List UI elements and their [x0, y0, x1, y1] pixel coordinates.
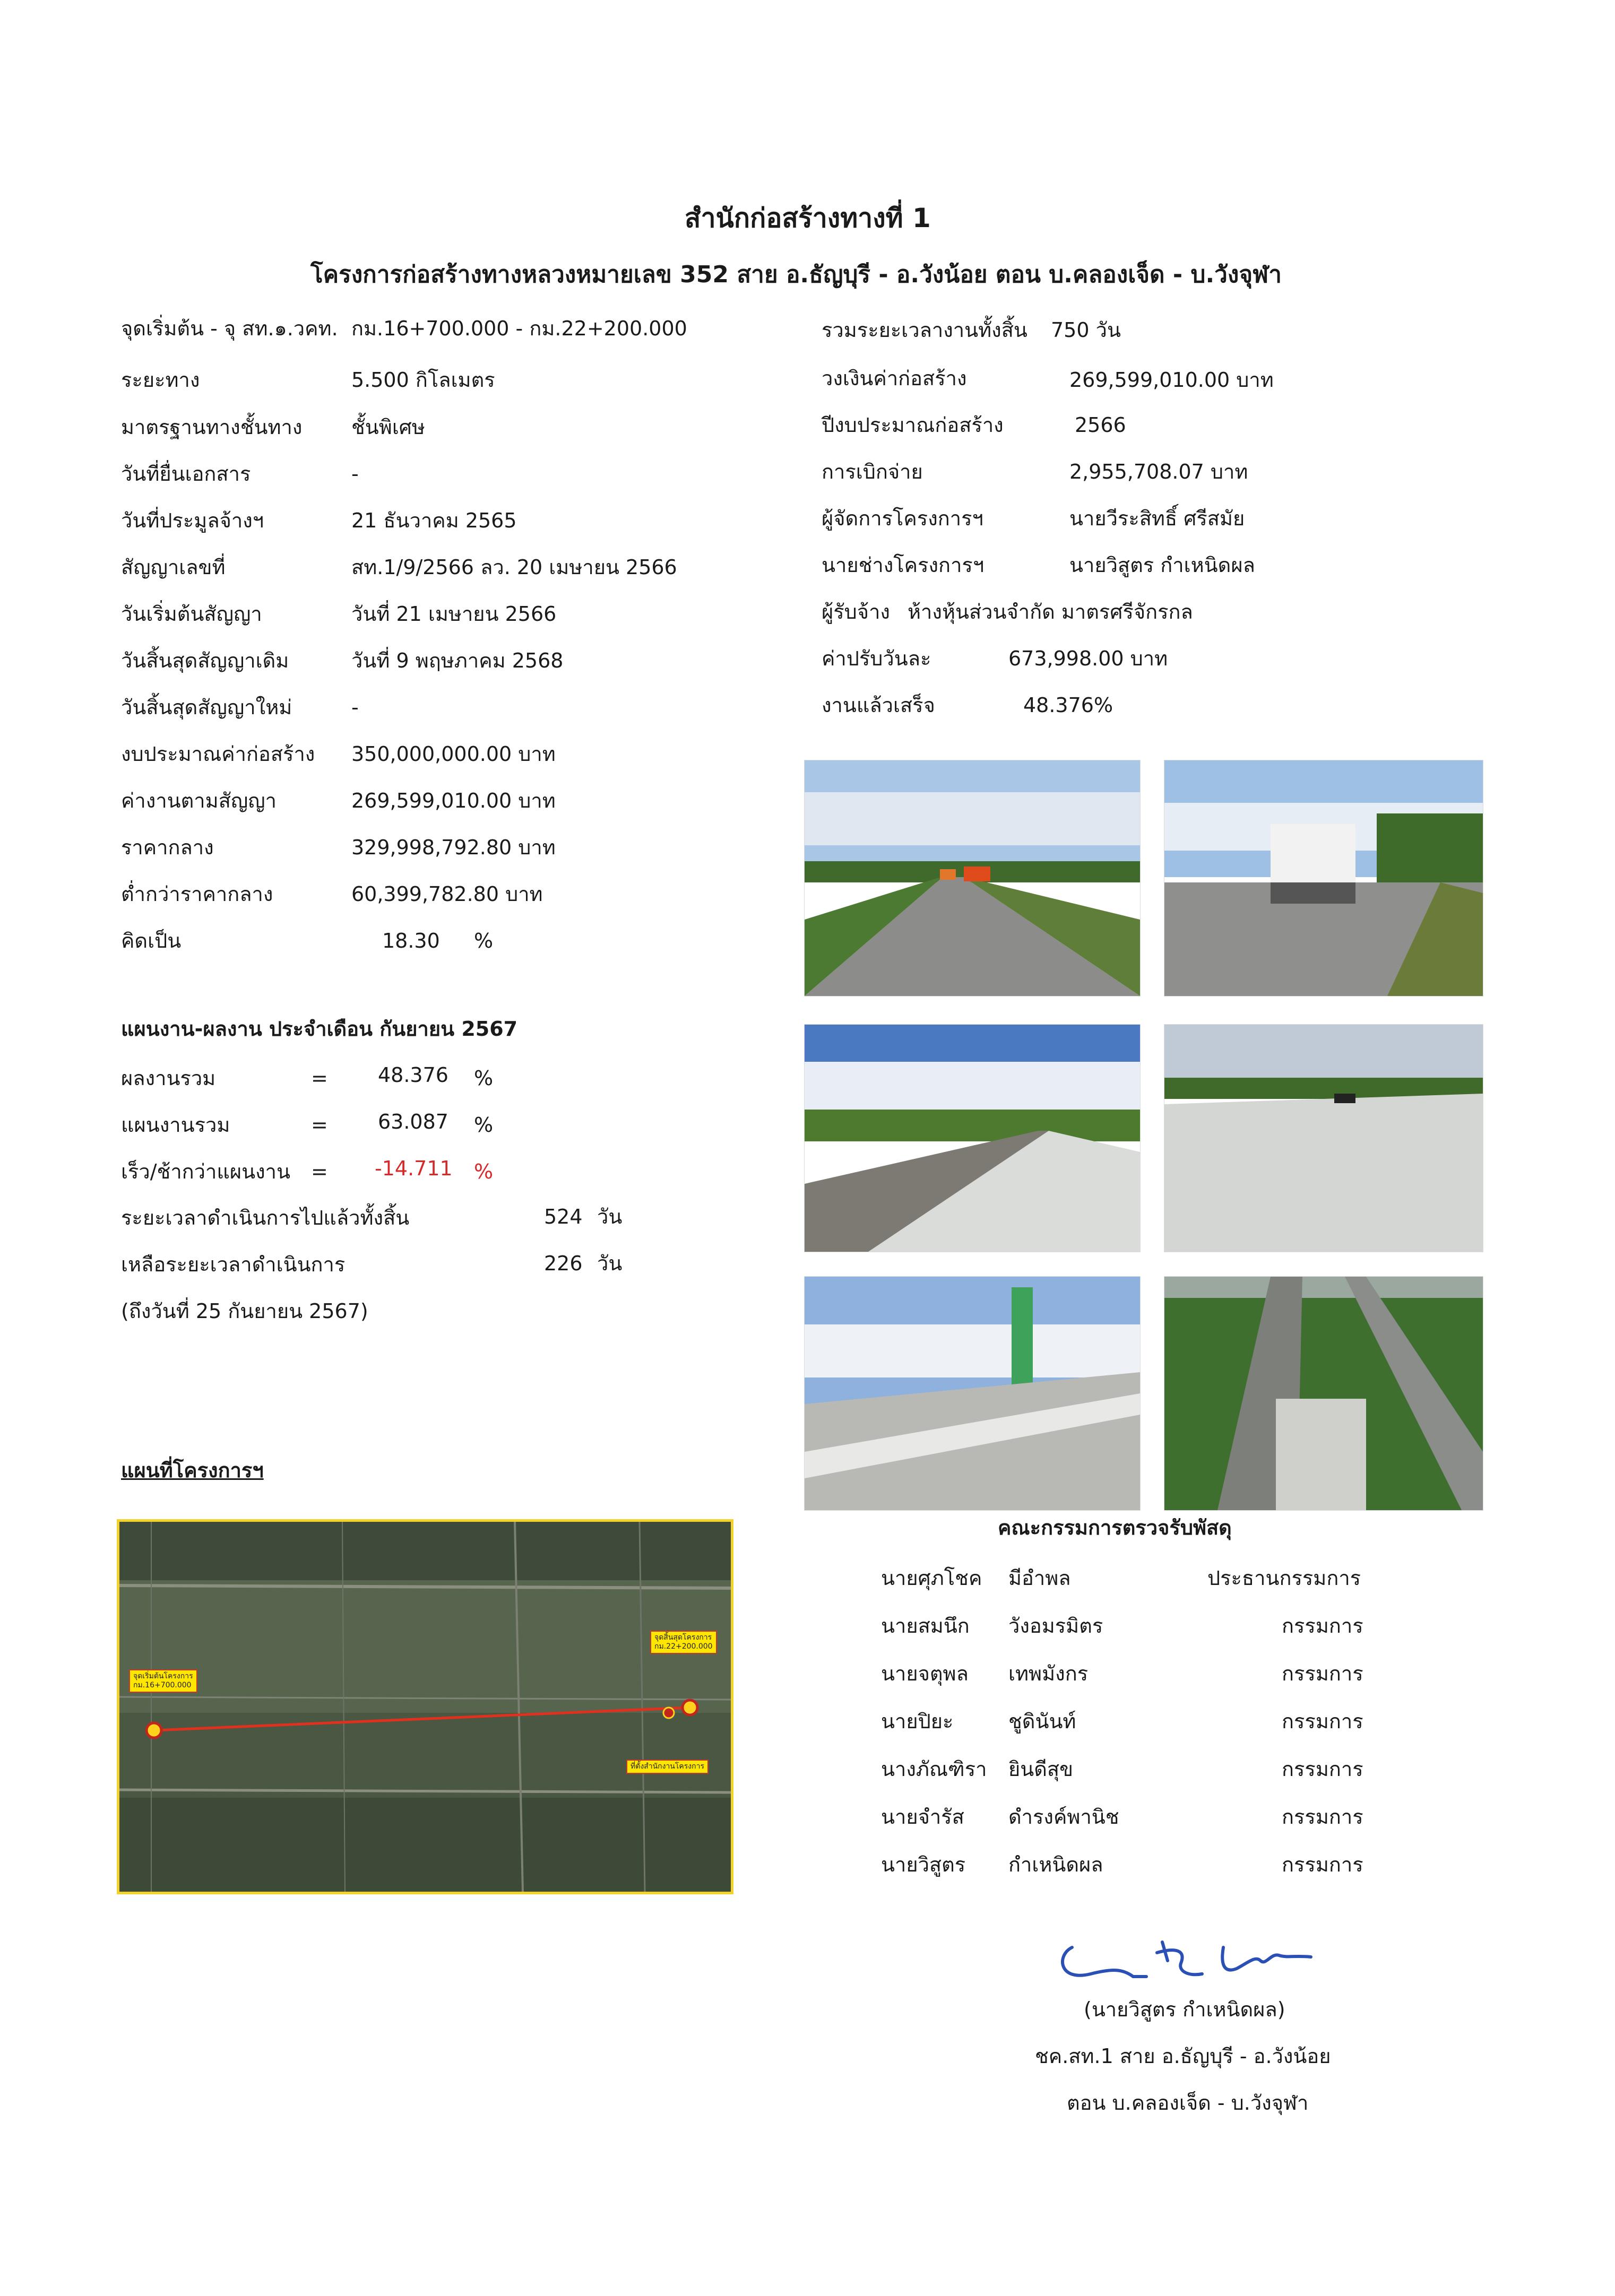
- signature-mark: [1053, 1931, 1329, 1990]
- signer-position-1: ชค.สท.1 สาย อ.ธัญบุรี - อ.วังน้อย: [1035, 2044, 1331, 2068]
- progress-label: แผนงานรวม: [121, 1113, 230, 1137]
- info-label: วันสิ้นสุดสัญญาใหม่: [121, 696, 292, 719]
- remaining-label: เหลือระยะเวลาดำเนินการ: [121, 1253, 346, 1276]
- member-role: กรรมการ: [1282, 1614, 1363, 1637]
- info-value: 269,599,010.00 บาท: [1069, 368, 1274, 392]
- info-value: 269,599,010.00 บาท: [351, 789, 556, 812]
- info-label: ปีงบประมาณก่อสร้าง: [822, 413, 1004, 437]
- member-role: กรรมการ: [1282, 1757, 1363, 1781]
- info-label: รวมระยะเวลางานทั้งสิ้น: [822, 318, 1027, 342]
- info-value: ห้างหุ้นส่วนจำกัด มาตรศรีจักรกล: [908, 600, 1193, 623]
- info-label: ต่ำกว่าราคากลาง: [121, 882, 273, 906]
- info-label: ผู้จัดการโครงการฯ: [822, 507, 983, 530]
- map-start-label: [129, 1669, 197, 1693]
- committee-title: คณะกรรมการตรวจรับพัสดุ: [998, 1516, 1232, 1539]
- signer-position-2: ตอน บ.คลองเจ็ด - บ.วังจุฬา: [1067, 2091, 1309, 2115]
- progress-eq: =: [311, 1113, 328, 1137]
- info-value: 750 วัน: [1051, 318, 1121, 342]
- info-label: งบประมาณค่าก่อสร้าง: [121, 742, 315, 766]
- map-office-label: ที่ตั้งสำนักงานโครงการ: [626, 1760, 709, 1774]
- photo-bridge-girders: [804, 1276, 1141, 1511]
- info-label: คิดเป็น: [121, 929, 182, 952]
- office-title: สำนักก่อสร้างทางที่ 1: [685, 203, 931, 233]
- map-start-label-text: จุดเริ่มต้นโครงการ: [133, 1672, 193, 1680]
- remaining-unit: วัน: [597, 1252, 623, 1275]
- info-label: ระยะทาง: [121, 368, 200, 392]
- member-role: กรรมการ: [1282, 1662, 1363, 1685]
- info-unit: %: [474, 929, 494, 952]
- member-first-name: นายจำรัส: [881, 1805, 964, 1829]
- map-end-label-text: จุดสิ้นสุดโครงการ: [654, 1633, 712, 1642]
- info-value: 350,000,000.00 บาท: [351, 742, 556, 766]
- info-label: จุดเริ่มต้น - จุ สท.๑.วคท.: [121, 317, 338, 340]
- member-last-name: มีอำพล: [1008, 1566, 1071, 1590]
- info-value: 21 ธันวาคม 2565: [351, 509, 517, 532]
- progress-value: 63.087: [378, 1110, 448, 1133]
- map-start-km: กม.16+700.000: [133, 1680, 192, 1689]
- member-last-name: เทพมังกร: [1008, 1662, 1089, 1685]
- info-value: ชั้นพิเศษ: [351, 415, 425, 439]
- info-value: นายวีระสิทธิ์ ศรีสมัย: [1069, 507, 1245, 530]
- member-first-name: นางภัณฑิรา: [881, 1757, 987, 1781]
- info-value: 5.500 กิโลเมตร: [351, 368, 495, 392]
- signer-name: (นายวิสูตร กำเหนิดผล): [1084, 1998, 1285, 2021]
- photo-road-paving: [804, 760, 1141, 997]
- elapsed-label: ระยะเวลาดำเนินการไปแล้วทั้งสิ้น: [121, 1206, 410, 1229]
- map-title: แผนที่โครงการฯ: [121, 1459, 264, 1482]
- remaining-value: 226: [544, 1252, 583, 1275]
- member-last-name: วังอมรมิตร: [1008, 1614, 1103, 1637]
- photo-concrete-pour: [804, 1024, 1141, 1252]
- map-end-km: กม.22+200.000: [654, 1642, 713, 1651]
- info-value: 2566: [1075, 413, 1126, 437]
- project-title: โครงการก่อสร้างทางหลวงหมายเลข 352 สาย อ.ธัญบุรี - อ.วังน้อย ตอน บ.คลองเจ็ด - บ.วังจุฬา: [310, 261, 1282, 288]
- info-label: วันสิ้นสุดสัญญาเดิม: [121, 649, 289, 672]
- info-value: วันที่ 21 เมษายน 2566: [351, 602, 557, 626]
- member-role: ประธานกรรมการ: [1207, 1566, 1361, 1590]
- map-end-label: [650, 1631, 717, 1654]
- member-first-name: นายจตุพล: [881, 1662, 969, 1685]
- info-label: มาตรฐานทางชั้นทาง: [121, 415, 303, 439]
- info-label: งานแล้วเสร็จ: [822, 694, 935, 717]
- member-role: กรรมการ: [1282, 1853, 1363, 1876]
- elapsed-value: 524: [544, 1205, 583, 1228]
- member-role: กรรมการ: [1282, 1710, 1363, 1733]
- photo-bridge-aerial: [1164, 1276, 1483, 1511]
- photo-road-truck: [1164, 760, 1483, 997]
- progress-unit: %: [474, 1067, 494, 1090]
- info-value: 2,955,708.07 บาท: [1069, 460, 1248, 483]
- progress-label: ผลงานรวม: [121, 1067, 216, 1090]
- info-value: 48.376%: [1023, 694, 1113, 717]
- member-last-name: ยินดีสุข: [1008, 1757, 1074, 1781]
- info-value: -: [351, 696, 359, 719]
- info-label: ค่าปรับวันละ: [822, 647, 931, 670]
- info-label: วันเริ่มต้นสัญญา: [121, 602, 262, 626]
- info-label: การเบิกจ่าย: [822, 460, 923, 483]
- as-of-date: (ถึงวันที่ 25 กันยายน 2567): [121, 1299, 368, 1323]
- member-last-name: ดำรงค์พานิช: [1008, 1805, 1119, 1829]
- progress-title: แผนงาน-ผลงาน ประจำเดือน กันยายน 2567: [121, 1017, 518, 1041]
- info-label: สัญญาเลขที่: [121, 556, 226, 579]
- progress-eq: =: [311, 1160, 328, 1183]
- member-first-name: นายศุภโชค: [881, 1566, 982, 1590]
- progress-unit: %: [474, 1160, 494, 1183]
- info-value: สท.1/9/2566 ลว. 20 เมษายน 2566: [351, 556, 677, 579]
- member-first-name: นายสมนึก: [881, 1614, 970, 1637]
- info-value: 329,998,792.80 บาท: [351, 836, 556, 859]
- member-role: กรรมการ: [1282, 1805, 1363, 1829]
- elapsed-unit: วัน: [597, 1205, 623, 1228]
- progress-value-negative: -14.711: [375, 1157, 453, 1180]
- info-value: กม.16+700.000 - กม.22+200.000: [351, 317, 687, 340]
- progress-label: เร็ว/ช้ากว่าแผนงาน: [121, 1160, 290, 1183]
- progress-eq: =: [311, 1067, 328, 1090]
- info-value: นายวิสูตร กำเหนิดผล: [1069, 553, 1255, 577]
- info-value: 18.30: [382, 929, 440, 952]
- info-label: ผู้รับจ้าง: [822, 600, 890, 623]
- progress-unit: %: [474, 1113, 494, 1137]
- member-first-name: นายวิสูตร: [881, 1853, 966, 1876]
- info-value: 60,399,782.80 บาท: [351, 882, 543, 906]
- photo-concrete-lanes: [1164, 1024, 1483, 1252]
- progress-value: 48.376: [378, 1063, 448, 1087]
- info-value: -: [351, 462, 359, 486]
- info-label: นายช่างโครงการฯ: [822, 553, 984, 577]
- info-label: วงเงินค่าก่อสร้าง: [822, 367, 967, 390]
- member-last-name: ชูดินันท์: [1008, 1710, 1076, 1733]
- info-label: วันที่ประมูลจ้างฯ: [121, 509, 264, 532]
- info-value: วันที่ 9 พฤษภาคม 2568: [351, 649, 564, 672]
- info-value: 673,998.00 บาท: [1008, 647, 1168, 670]
- info-label: วันที่ยื่นเอกสาร: [121, 462, 251, 486]
- member-first-name: นายปิยะ: [881, 1710, 954, 1733]
- info-label: ราคากลาง: [121, 836, 214, 859]
- project-map: [117, 1519, 733, 1894]
- info-label: ค่างานตามสัญญา: [121, 789, 277, 812]
- member-last-name: กำเหนิดผล: [1008, 1853, 1103, 1876]
